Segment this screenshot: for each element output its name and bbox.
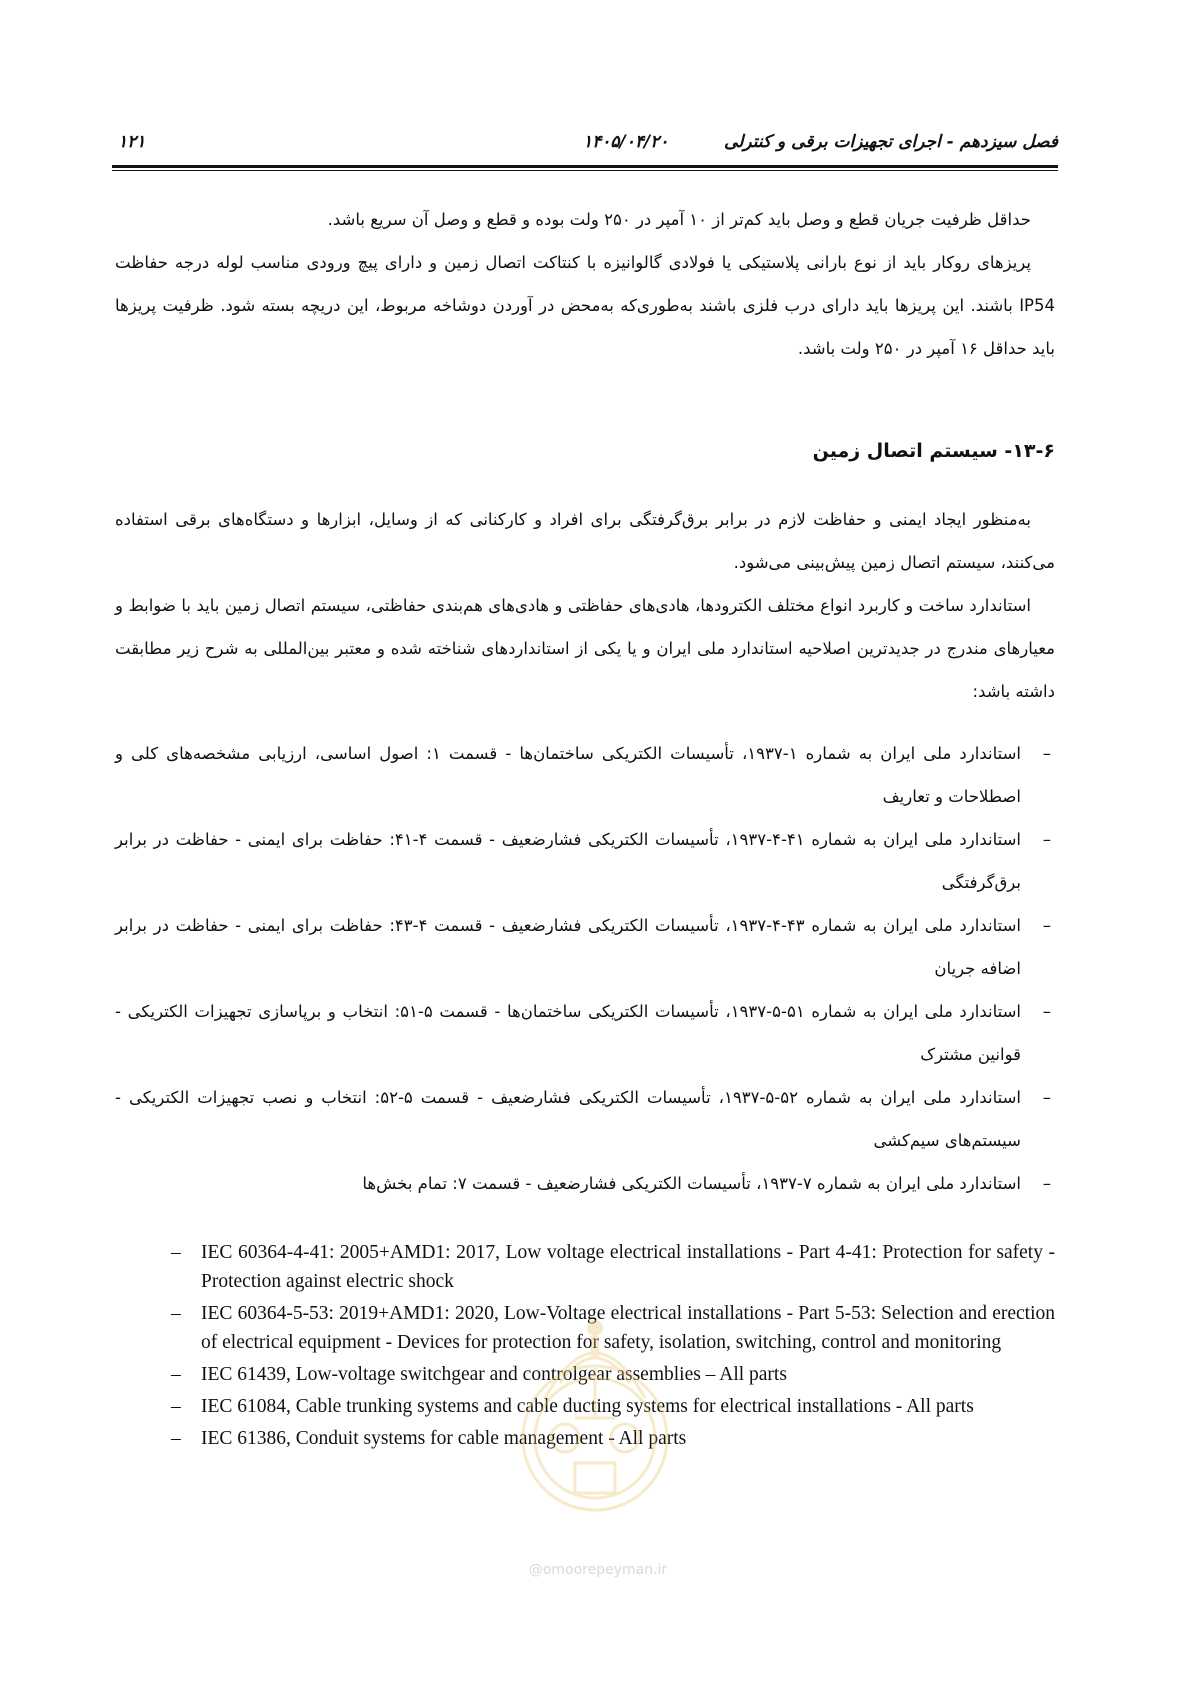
intro-paragraph-1: حداقل ظرفیت جریان قطع و وصل باید کم‌تر از ۱۰ آمپر در ۲۵۰ ولت بوده و قطع و وصل آن سریع باشد.	[327, 210, 1031, 229]
fa-standards-list	[115, 732, 1055, 1205]
dash-bullet: –	[1042, 916, 1051, 935]
dash-bullet: –	[171, 1428, 181, 1449]
en-standard-text: IEC 60364-5-53: 2019+AMD1: 2020, Low-Voltage electrical installations - Part 5-53: Selection and erection of electrical equipment - Devices for protection for safety, isolation, switching, control and monitoring	[201, 1303, 1055, 1353]
en-standard-text: IEC 61386, Conduit systems for cable management - All parts	[201, 1428, 687, 1449]
watermark-site: @omoorepeyman.ir	[528, 1562, 668, 1578]
header-divider-thin	[112, 170, 1058, 171]
section-paragraph-2: استاندارد ساخت و کاربرد انواع مختلف الکترودها، هادی‌های حفاظتی و هادی‌های هم‌بندی حفاظتی، سیستم اتصال زمین باید با ضوابط و معیارهای مندرج در جدیدترین اصلاحیه استاندارد ملی ایران و یا یکی از استانداردهای شناخته شده و معتبر بین‌المللی به شرح زیر مطابقت داشته باشد:	[115, 596, 1055, 701]
list-item	[115, 732, 1055, 818]
dash-bullet: –	[171, 1396, 181, 1417]
section-text	[115, 498, 1055, 713]
dash-bullet: –	[1042, 744, 1051, 763]
en-standard-text: IEC 61084, Cable trunking systems and cable ducting systems for electrical installations - All parts	[201, 1396, 974, 1417]
dash-bullet: –	[171, 1242, 181, 1263]
section-paragraph-1: به‌منظور ایجاد ایمنی و حفاظت لازم در برابر برق‌گرفتگی برای افراد و کارکنانی که از وسایل، ابزارها و دستگاه‌های برقی استفاده می‌کنند، سیستم اتصال زمین پیش‌بینی می‌شود.	[115, 510, 1055, 572]
watermark-logo-icon	[505, 1288, 685, 1523]
list-item	[115, 818, 1055, 904]
dash-bullet: –	[171, 1303, 181, 1324]
section-heading: ۱۳-۶- سیستم اتصال زمین	[812, 440, 1055, 462]
dash-bullet: –	[171, 1364, 181, 1385]
fa-standard-text: استاندارد ملی ایران به شماره ۵۲-۵-۱۹۳۷، تأسیسات الکتریکی فشارضعیف - قسمت ۵-۵۲: انتخاب و نصب تجهیزات الکتریکی - سیستم‌های سیم‌کشی	[115, 1088, 1021, 1150]
fa-standard-text: استاندارد ملی ایران به شماره ۵۱-۵-۱۹۳۷، تأسیسات الکتریکی ساختمان‌ها - قسمت ۵-۵۱: انتخاب و برپاسازی تجهیزات الکتریکی - قوانین مشترک	[115, 1002, 1021, 1064]
header-date: ۱۴۰۵/۰۴/۲۰	[583, 132, 669, 152]
page-header	[118, 128, 1058, 158]
intro-text	[115, 198, 1055, 370]
list-item	[115, 1162, 1055, 1205]
list-item	[115, 1076, 1055, 1162]
list-item	[115, 904, 1055, 990]
dash-bullet: –	[1042, 1088, 1051, 1107]
fa-standard-text: استاندارد ملی ایران به شماره ۴۱-۴-۱۹۳۷، تأسیسات الکتریکی فشارضعیف - قسمت ۴-۴۱: حفاظت برای ایمنی - حفاظت در برابر برق‌گرفتگی	[115, 830, 1021, 892]
page-number: ۱۲۱	[118, 132, 146, 152]
en-standard-text: IEC 61439, Low-voltage switchgear and controlgear assemblies – All parts	[201, 1364, 787, 1385]
en-standard-text: IEC 60364-4-41: 2005+AMD1: 2017, Low voltage electrical installations - Part 4-41: Protection for safety - Protection against electric shock	[201, 1242, 1055, 1292]
dash-bullet: –	[1042, 1002, 1051, 1021]
header-divider	[112, 165, 1058, 168]
fa-standard-text: استاندارد ملی ایران به شماره ۱-۱۹۳۷، تأسیسات الکتریکی ساختمان‌ها - قسمت ۱: اصول اساسی، ارزیابی مشخصه‌های کلی و اصطلاحات و تعاریف	[115, 744, 1021, 806]
list-item	[115, 990, 1055, 1076]
chapter-title: فصل سیزدهم - اجرای تجهیزات برقی و کنترلی	[724, 132, 1058, 152]
fa-standard-text: استاندارد ملی ایران به شماره ۷-۱۹۳۷، تأسیسات الکتریکی فشارضعیف - قسمت ۷: تمام بخش‌ها	[362, 1174, 1021, 1193]
fa-standard-text: استاندارد ملی ایران به شماره ۴۳-۴-۱۹۳۷، تأسیسات الکتریکی فشارضعیف - قسمت ۴-۴۳: حفاظت برای ایمنی - حفاظت در برابر اضافه جریان	[115, 916, 1021, 978]
intro-paragraph-2: پریزهای روکار باید از نوع بارانی پلاستیکی یا فولادی گالوانیزه با کنتاکت اتصال زمین و دارای پیچ ورودی مناسب لوله درجه حفاظت IP54 باشند. این پریزها باید دارای درب فلزی باشند به‌طوری‌که به‌محض در آوردن دوشاخه مربوط، این دریچه بسته شود. ظرفیت پریزها باید حداقل ۱۶ آمپر در ۲۵۰ ولت باشد.	[115, 253, 1055, 358]
dash-bullet: –	[1042, 830, 1051, 849]
dash-bullet: –	[1042, 1174, 1051, 1193]
